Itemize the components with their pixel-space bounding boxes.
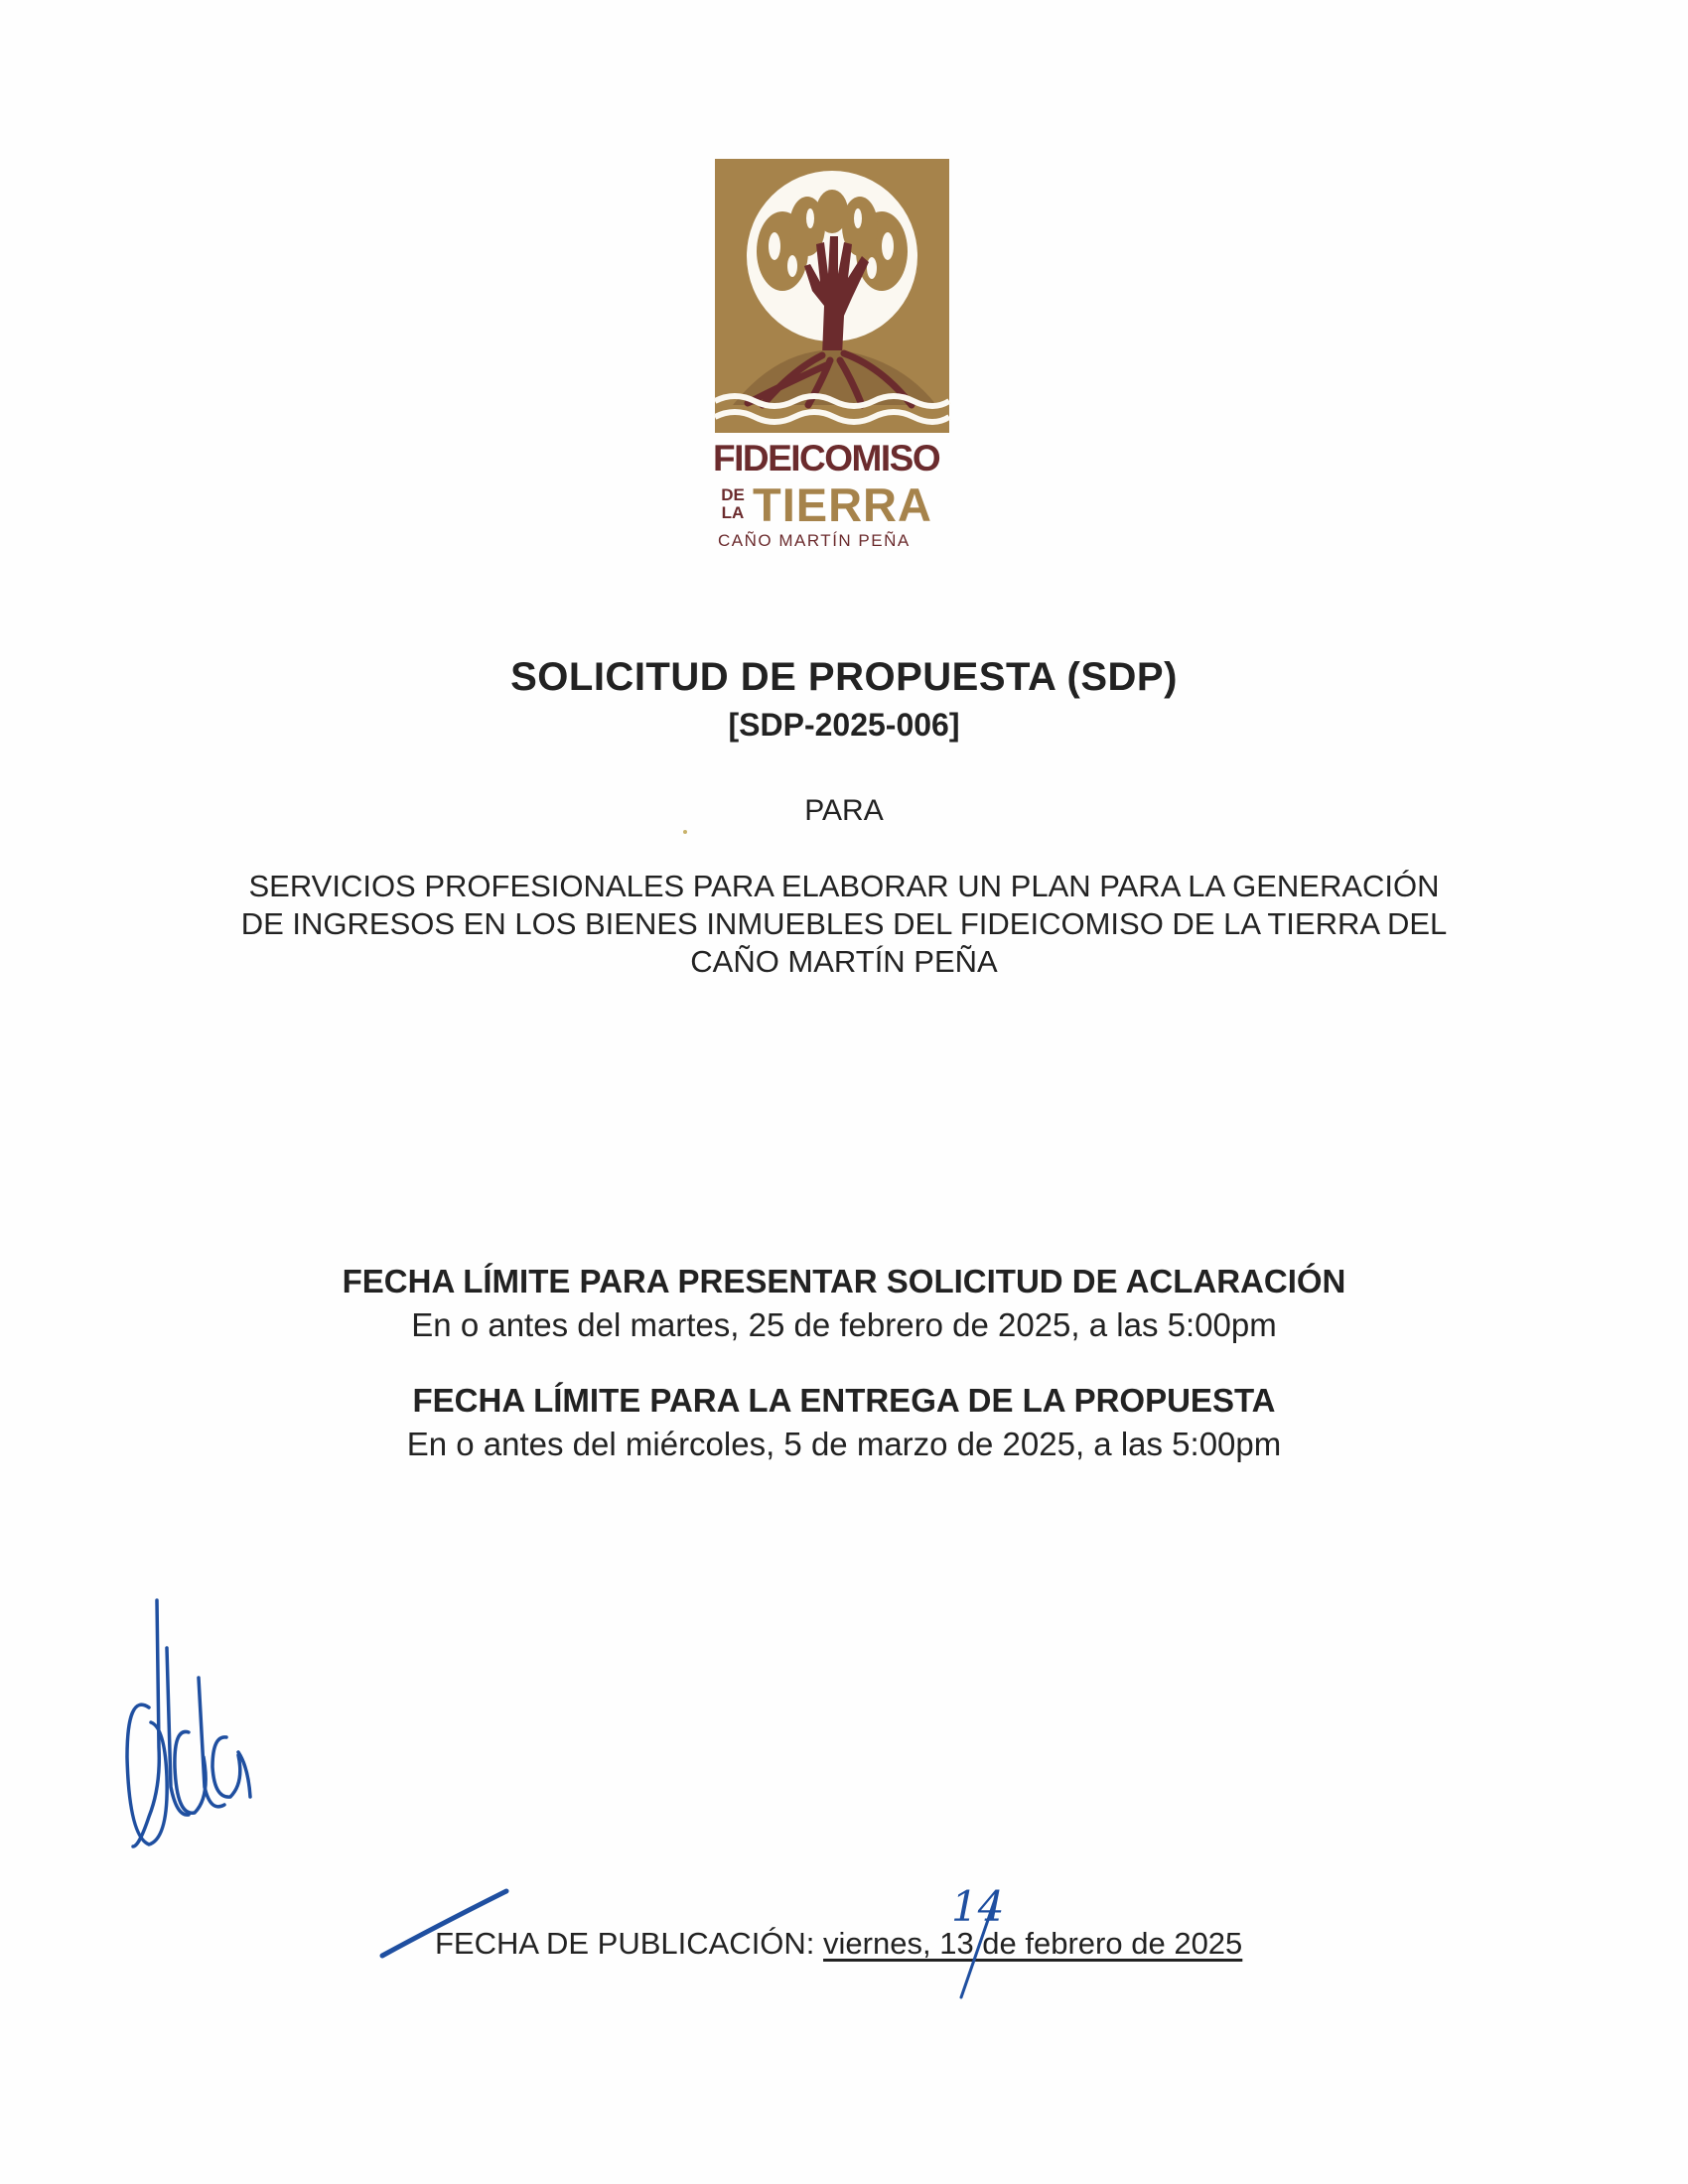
- logo-text-cano: CAÑO MARTÍN PEÑA: [718, 531, 911, 550]
- ink-speck: [683, 830, 687, 834]
- publication-date: [435, 1926, 1242, 1962]
- clarification-deadline-heading: FECHA LÍMITE PARA PRESENTAR SOLICITUD DE ACLARACIÓN: [342, 1263, 1346, 1299]
- logo-text-tierra: TIERRA: [753, 478, 932, 531]
- document-title: SOLICITUD DE PROPUESTA (SDP): [510, 655, 1178, 699]
- organization-logo: [713, 157, 951, 549]
- proposal-deadline-detail: En o antes del miércoles, 5 de marzo de 2025, a las 5:00pm: [406, 1426, 1282, 1462]
- description-line: SERVICIOS PROFESIONALES PARA ELABORAR UN PLAN PARA LA GENERACIÓN: [248, 869, 1440, 903]
- logo-text-de-la: DE LA: [721, 485, 745, 522]
- handwritten-signature: [127, 1600, 250, 1846]
- handwritten-correction: 14: [951, 1882, 1005, 1931]
- proposal-deadline-heading: FECHA LÍMITE PARA LA ENTREGA DE LA PROPUESTA: [412, 1382, 1276, 1419]
- publication-date-label: FECHA DE PUBLICACIÓN:: [435, 1926, 815, 1961]
- description-line: DE INGRESOS EN LOS BIENES INMUEBLES DEL FIDEICOMISO DE LA TIERRA DEL: [240, 906, 1448, 941]
- service-description: [0, 868, 1688, 981]
- publication-date-value: viernes, 13 de febrero de 2025: [823, 1926, 1243, 1961]
- logo-emblem-icon: [713, 157, 951, 435]
- para-label: PARA: [804, 794, 884, 827]
- description-line: CAÑO MARTÍN PEÑA: [690, 944, 998, 979]
- logo-text-fideicomiso: FIDEICOMISO: [713, 438, 940, 478]
- document-code: [SDP-2025-006]: [728, 707, 960, 743]
- clarification-deadline-detail: En o antes del martes, 25 de febrero de 2025, a las 5:00pm: [411, 1306, 1277, 1343]
